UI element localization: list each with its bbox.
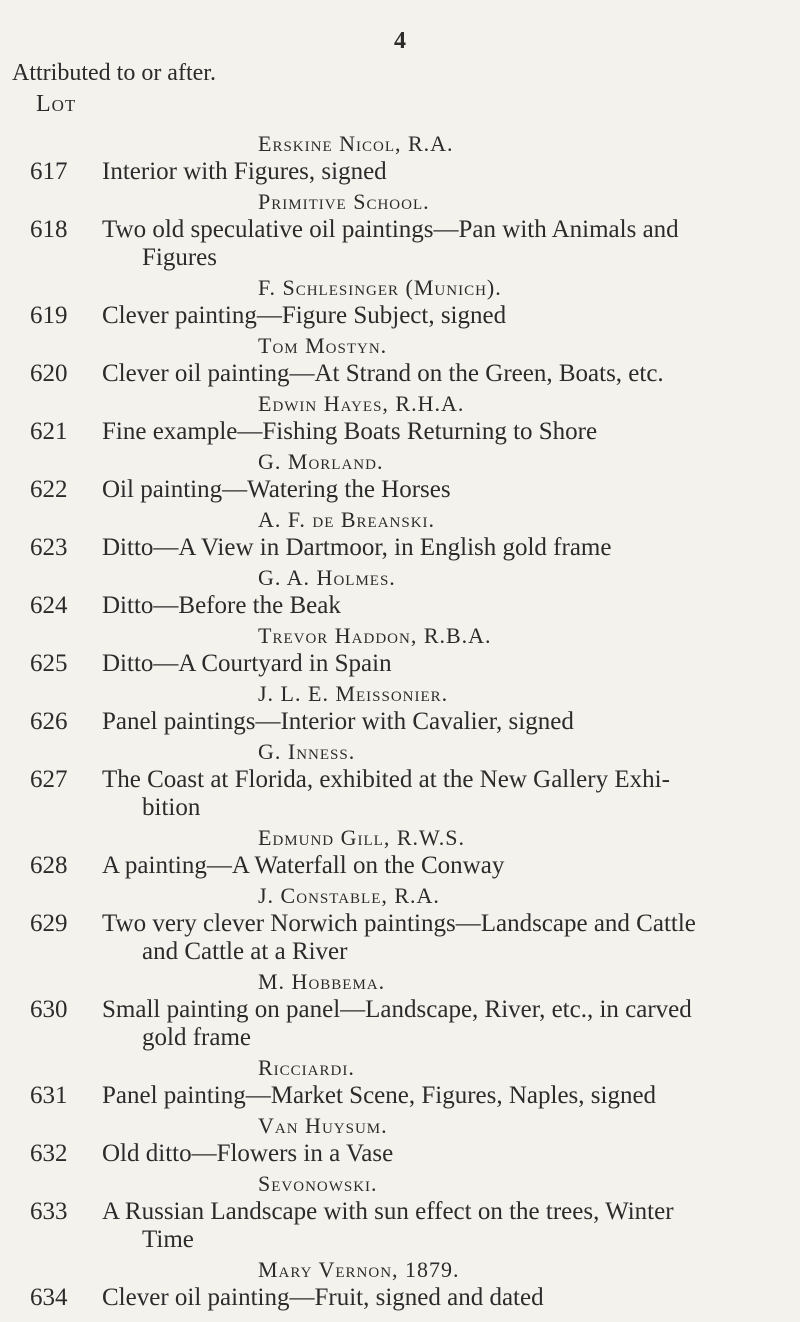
lot-description — [92, 1082, 794, 1110]
lot-description-line: Old ditto—Flowers in a Vase — [102, 1140, 394, 1167]
lot-row — [0, 1140, 800, 1168]
lot-artist: Erskine Nicol, R.A. — [258, 131, 454, 156]
lot-artist: Trevor Haddon, R.B.A. — [258, 623, 492, 648]
lot-number: 625 — [30, 650, 68, 677]
lot-artist: J. Constable, R.A. — [258, 883, 440, 908]
lot-description-line: bition — [142, 794, 201, 821]
lot-description-line: Oil painting—Watering the Horses — [102, 476, 451, 503]
lot-number: 634 — [30, 1284, 68, 1311]
lot-description-line: Small painting on panel—Landscape, River, etc., in carved — [102, 996, 692, 1023]
lot-artist: G. Inness. — [258, 739, 356, 764]
lot-artist: J. L. E. Meissonier. — [258, 681, 449, 706]
lot-description-line: Time — [142, 1226, 194, 1253]
lot-entry — [0, 882, 800, 968]
page-number: 4 — [394, 28, 406, 54]
lot-description-line: A Russian Landscape with sun effect on the trees, Winter — [102, 1198, 674, 1225]
lot-description-line: The Coast at Florida, exhibited at the New Gallery Exhi- — [102, 766, 670, 793]
lot-row — [0, 158, 800, 186]
lot-artist: Van Huysum. — [258, 1113, 388, 1138]
lot-description — [92, 592, 794, 620]
lot-description — [92, 360, 794, 388]
lot-description — [92, 216, 794, 272]
lot-number: 624 — [30, 592, 68, 619]
lot-description — [92, 708, 794, 736]
lot-row — [0, 302, 800, 330]
lot-description-line: Two very clever Norwich paintings—Landscape and Cattle — [102, 910, 696, 937]
lot-entry — [0, 564, 800, 622]
lot-description — [92, 158, 794, 186]
lot-entry — [0, 188, 800, 274]
lot-number: 622 — [30, 476, 68, 503]
lot-description — [92, 476, 794, 504]
lot-row — [0, 852, 800, 880]
lot-row — [0, 1284, 800, 1312]
lot-row — [0, 418, 800, 446]
lot-description — [92, 766, 794, 822]
lot-artist: Mary Vernon, 1879. — [258, 1257, 460, 1282]
lot-entry — [0, 390, 800, 448]
lot-entry — [0, 332, 800, 390]
lot-artist: Sevonowski. — [258, 1171, 378, 1196]
lot-description — [92, 534, 794, 562]
lot-description — [92, 1198, 794, 1254]
lot-number: 631 — [30, 1082, 68, 1109]
lot-row — [0, 360, 800, 388]
lot-description-line: Two old speculative oil paintings—Pan with Animals and — [102, 216, 679, 243]
lot-row — [0, 592, 800, 620]
lot-description-line: Figures — [142, 244, 217, 271]
lot-number: 628 — [30, 852, 68, 879]
lot-number: 633 — [30, 1198, 68, 1225]
lot-entry — [0, 738, 800, 824]
lot-entry — [0, 1256, 800, 1314]
lot-entry — [0, 824, 800, 882]
lot-row — [0, 708, 800, 736]
lot-description-line: and Cattle at a River — [142, 938, 348, 965]
lot-artist: Tom Mostyn. — [258, 333, 388, 358]
lot-artist: Edwin Hayes, R.H.A. — [258, 391, 465, 416]
lot-description-line: Fine example—Fishing Boats Returning to Shore — [102, 418, 598, 445]
lot-entry — [0, 1112, 800, 1170]
lot-entry — [0, 448, 800, 506]
lot-artist: Edmund Gill, R.W.S. — [258, 825, 465, 850]
section-heading: Attributed to or after. — [12, 60, 216, 86]
lot-description — [92, 418, 794, 446]
lot-description-line: Panel paintings—Interior with Cavalier, signed — [102, 708, 574, 735]
lot-entry — [0, 1054, 800, 1112]
lot-number: 629 — [30, 910, 68, 937]
lot-description-line: Ditto—Before the Beak — [102, 592, 341, 619]
lot-row — [0, 1082, 800, 1110]
lot-description — [92, 1140, 794, 1168]
lot-row — [0, 910, 800, 966]
lot-description — [92, 650, 794, 678]
lot-number: 632 — [30, 1140, 68, 1167]
lot-entry — [0, 968, 800, 1054]
lot-description-line: Clever oil painting—Fruit, signed and dated — [102, 1284, 544, 1311]
lot-list — [0, 130, 800, 1314]
lot-description — [92, 1284, 794, 1312]
lot-description-line: Ditto—A View in Dartmoor, in English gold frame — [102, 534, 612, 561]
lot-number: 627 — [30, 766, 68, 793]
lot-number: 620 — [30, 360, 68, 387]
lot-number: 617 — [30, 158, 68, 185]
lot-entry — [0, 622, 800, 680]
lot-number: 623 — [30, 534, 68, 561]
lot-description — [92, 302, 794, 330]
lot-description-line: Panel painting—Market Scene, Figures, Naples, signed — [102, 1082, 657, 1109]
lot-number: 630 — [30, 996, 68, 1023]
lot-description-line: Clever oil painting—At Strand on the Green, Boats, etc. — [102, 360, 664, 387]
lot-row — [0, 996, 800, 1052]
lot-description-line: A painting—A Waterfall on the Conway — [102, 852, 505, 879]
lot-description-line: Ditto—A Courtyard in Spain — [102, 650, 392, 677]
lot-entry — [0, 130, 800, 188]
lot-artist: F. Schlesinger (Munich). — [258, 275, 502, 300]
lot-entry — [0, 1170, 800, 1256]
lot-number: 619 — [30, 302, 68, 329]
lot-artist: M. Hobbema. — [258, 969, 386, 994]
lot-row — [0, 650, 800, 678]
lot-row — [0, 216, 800, 272]
lot-row — [0, 1198, 800, 1254]
lot-artist: A. F. de Breanski. — [258, 507, 436, 532]
lot-description — [92, 996, 794, 1052]
lot-artist: G. A. Holmes. — [258, 565, 396, 590]
lot-row — [0, 534, 800, 562]
lot-description — [92, 910, 794, 966]
lot-column-label: Lot — [36, 91, 77, 117]
lot-description-line: Interior with Figures, signed — [102, 158, 387, 185]
lot-entry — [0, 506, 800, 564]
lot-row — [0, 766, 800, 822]
lot-number: 621 — [30, 418, 68, 445]
lot-entry — [0, 274, 800, 332]
lot-entry — [0, 680, 800, 738]
lot-description-line: Clever painting—Figure Subject, signed — [102, 302, 507, 329]
lot-number: 618 — [30, 216, 68, 243]
lot-number: 626 — [30, 708, 68, 735]
lot-row — [0, 476, 800, 504]
lot-description — [92, 852, 794, 880]
lot-artist: G. Morland. — [258, 449, 384, 474]
lot-artist: Primitive School. — [258, 189, 430, 214]
lot-artist: Ricciardi. — [258, 1055, 355, 1080]
lot-description-line: gold frame — [142, 1024, 251, 1051]
